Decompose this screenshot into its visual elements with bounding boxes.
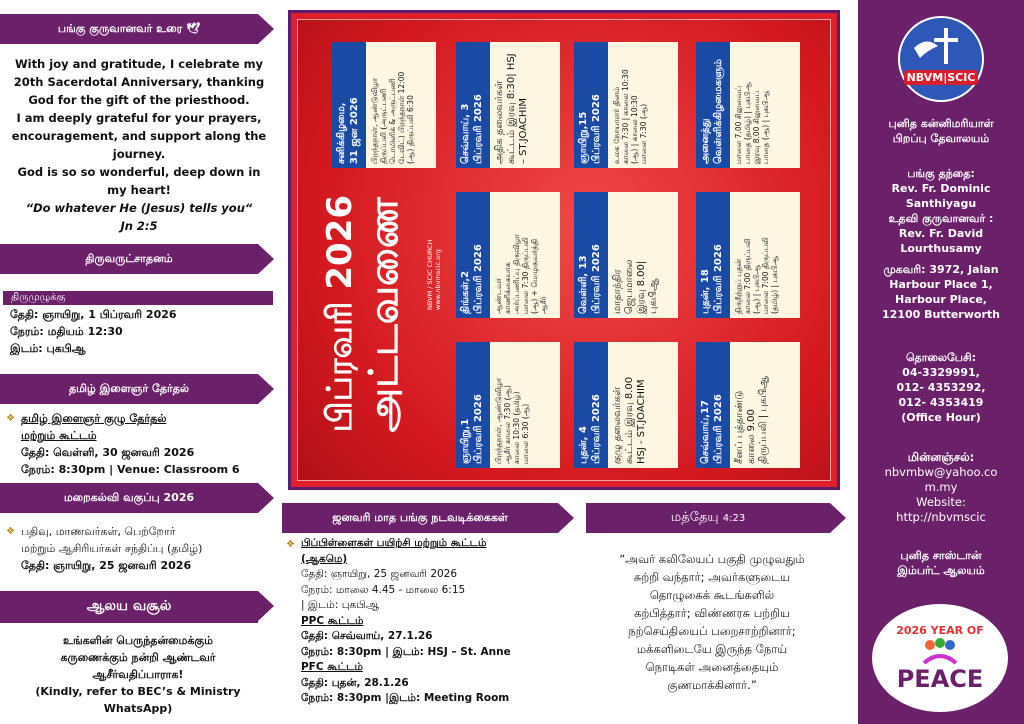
church-name-line: பிறப்பு தேவாலயம் xyxy=(892,132,990,145)
bullet-icon: ❖ xyxy=(286,539,295,550)
contact-info xyxy=(862,450,1020,525)
schedule-card xyxy=(696,342,800,468)
assistant-name-2: Lourthusamy xyxy=(900,242,982,255)
logo-text: NBVM|SCIC xyxy=(904,70,979,85)
schedule-card xyxy=(456,342,560,468)
card-date: சனிக்கிழமை, 31 ஜன 2026 xyxy=(332,42,366,168)
poster-title xyxy=(318,195,406,432)
peace-year: 2026 YEAR OF xyxy=(896,623,984,637)
event1-date: தேதி: ஞாயிறு, 25 ஜனவரி 2026 xyxy=(300,568,458,580)
card-date: திங்கள்,2 பிப்ரவரி 2026 xyxy=(456,192,490,318)
schedule-card xyxy=(456,192,560,318)
card-date: புதன், 18 பிப்ரவரி 2026 xyxy=(696,192,730,318)
youth-election xyxy=(6,410,270,478)
poster-background xyxy=(297,19,831,481)
january-activities xyxy=(286,536,576,707)
event1-title-2: (ஆகமெ) xyxy=(300,552,348,565)
phone-number: 012- 4353292, xyxy=(896,381,986,394)
schedule-card xyxy=(456,42,560,168)
event2-title: PPC கூட்டம் xyxy=(300,614,364,627)
schedule-card xyxy=(696,42,800,168)
schedule-card xyxy=(574,42,678,168)
website-label: Website: xyxy=(916,495,966,509)
priest-name-2: Santhiyagu xyxy=(905,197,977,210)
gospel-line: மக்களிடையே இருந்த நோய் xyxy=(636,642,788,656)
church-name xyxy=(862,116,1020,146)
bullet-icon: ❖ xyxy=(6,413,15,424)
pastor-line: I am deeply grateful for your prayers, xyxy=(16,111,262,125)
gospel-line: நற்செய்தியைப் பறைசாற்றினார்; xyxy=(628,624,796,638)
card-date: அனைத்து வெள்ளிக்கிழமைகளும் xyxy=(696,42,730,168)
baptism-details xyxy=(10,306,270,357)
event2-time: நேரம்: 8:30pm | இடம்: HSJ – St. Anne xyxy=(300,645,511,658)
pastor-line: journey. xyxy=(112,147,166,161)
february-schedule-poster xyxy=(288,10,840,490)
gospel-banner xyxy=(586,503,830,533)
event2-date: தேதி: செவ்வாய், 27.1.26 xyxy=(300,630,433,642)
youth-time: நேரம்: 8:30pm | Venue: Classroom 6 xyxy=(20,463,240,476)
collection-note: (Kindly, refer to BEC’s & Ministry WhatsApp) xyxy=(35,685,241,715)
email-link[interactable]: nbvmbw@yahoo.co xyxy=(884,465,998,479)
gospel-line: கற்பித்தார்; விண்ணரசு பற்றிய xyxy=(634,606,790,620)
priest-name: Rev. Fr. Dominic xyxy=(891,182,991,195)
pastor-message-banner: பங்கு குருவானவர் உரை 🕊 xyxy=(0,14,258,44)
assistant-label: உதவி குருவானவர் : xyxy=(888,212,994,225)
pastor-quote-ref: Jn 2:5 xyxy=(120,219,158,233)
card-date: செவ்வாய், 3 பிப்ரவரி 2026 xyxy=(456,42,490,168)
schedule-card xyxy=(574,342,678,468)
collection-line: கருணைக்கும் நன்றி ஆண்டவர் xyxy=(60,651,216,664)
year-of-peace-logo xyxy=(872,604,1008,712)
church-name-line: புனித கன்னிமரியாள் xyxy=(888,117,994,130)
event1-place: | இடம்: புகபிஆ xyxy=(300,599,380,611)
pastor-line: God for the gift of the priesthood. xyxy=(28,93,250,107)
collection-text xyxy=(4,632,272,717)
card-body: அதிக தலைவர்கள் கூட்டம் இரவு 8:30| HSJ – ST.JOACHIM xyxy=(494,53,529,164)
pastor-message xyxy=(8,55,270,235)
address-line: Harbour Place 1, xyxy=(889,278,993,291)
address-line: முகவரி: 3972, Jalan xyxy=(883,263,999,276)
peace-word: PEACE xyxy=(896,664,984,693)
email-link-2[interactable]: m.my xyxy=(924,480,958,494)
collection-line: ஆசீர்வதிப்பாராக! xyxy=(92,668,184,681)
baptism-bar: திருமுழுக்கு xyxy=(3,291,273,305)
pastor-line: my heart! xyxy=(107,183,171,197)
phone-number: 012- 4353419 xyxy=(898,396,984,409)
address-line: 12100 Butterworth xyxy=(882,308,1000,321)
card-body: குழு தலைவர்கள் கூட்டம் இரவு 8.00 HSJ - ST.JOACHIM xyxy=(612,376,647,464)
chapel-name xyxy=(862,548,1020,578)
card-body: பிறந்தநாள், ஆண்டுவிழா ஆசீர் காலை 7:30 (ஆ) காலை 10:30 (தமிழ்) மாலை 6:30 (ஆ) xyxy=(494,377,530,464)
pastor-line: With joy and gratitude, I celebrate my xyxy=(14,57,264,71)
poster-church-label: NBVM / SCIC CHURCH www.nbvmscic.org xyxy=(426,239,442,310)
gospel-line: சுற்றி வந்தார்; அவர்களுடைய xyxy=(633,570,791,584)
phone-label: தொலைபேசி: xyxy=(905,351,977,364)
card-body: சீனப் புத்தாண்டு காலை 9.00 திருப்பலி | புகபிஆ xyxy=(734,376,769,464)
event3-time: நேரம்: 8:30pm |இடம்: Meeting Room xyxy=(300,692,510,704)
collection-banner: ஆலய வசூல் xyxy=(0,591,258,623)
baptism-place: இடம்: புகபிஆ xyxy=(10,342,86,355)
catechism-info xyxy=(6,523,270,574)
card-date: ஞாயிறு,1 பிப்ரவரி 2026 xyxy=(456,342,490,468)
youth-date: தேதி: வெள்ளி, 30 ஜனவரி 2026 xyxy=(20,446,195,459)
schedule-card xyxy=(332,42,436,168)
gospel-line: நொடிகள் அனைத்தையும் xyxy=(645,660,779,674)
pastor-line: 20th Sacerdotal Anniversary, thanking xyxy=(13,75,265,89)
office-hour: (Office Hour) xyxy=(901,411,981,424)
card-body: பிறந்தநாள், ஆண்டுவிழா திருப்பலி (அருட்பணி டொமினிக் & அருட்பணி டேவிட்) பிறந்தநாள் 12:00 (ஆ) திருப்பலி 6:30 xyxy=(370,71,415,164)
email-label: மின்னஞ்சல்: xyxy=(907,450,975,464)
january-activities-banner: ஜனவரி மாத பங்கு நடவடிக்கைகள் xyxy=(282,503,558,533)
sacraments-banner: திருவருட்சாதனம் xyxy=(0,244,258,274)
event1-title: பிப்பிள்ளைகள் பயிற்சி மற்றும் கூட்டம் xyxy=(300,537,487,549)
gospel-book: மத்தேயு xyxy=(670,510,719,525)
schedule-card xyxy=(574,192,678,318)
phone-info xyxy=(862,350,1020,425)
catechism-banner: மறைகல்வி வகுப்பு 2026 xyxy=(0,483,258,513)
dove-cross-icon xyxy=(900,18,986,104)
youth-title: தமிழ் இளைஞர் குழு தேர்தல் xyxy=(20,412,167,425)
card-date: ஞாயிறு,15 பிப்ரவரி 2026 xyxy=(574,42,608,168)
gospel-line: தொழுகைக் கூடங்களில் xyxy=(649,588,775,602)
card-date: புதன், 4 பிப்ரவரி 2026 xyxy=(574,342,608,468)
address-line: Harbour Place, xyxy=(895,293,987,306)
card-body: திருநீற்றுப் புதன் காலை 7:00 திருப்பலி (ஆ) | புகபிஆ மாலை 7:00 திருப்பலி (தமிழ்) | புகபிஆ xyxy=(734,237,779,314)
event3-title: PFC கூட்டம் xyxy=(300,661,363,673)
catechism-line: பதிவு, மாணவர்கள், பெற்றோர் xyxy=(20,525,176,538)
gospel-text xyxy=(590,550,834,694)
youth-election-banner: தமிழ் இளைஞர் தேர்தல் xyxy=(0,374,258,404)
chapel-line: புனித சாஸ்டான் xyxy=(900,549,982,562)
youth-title-2: மற்றும் கூட்டம் xyxy=(20,429,97,442)
card-date: செவ்வாய்,17 பிப்ரவரி 2026 xyxy=(696,342,730,468)
catechism-line-2: மற்றும் ஆசிரியர்கள் சந்திப்பு (தமிழ்) xyxy=(20,542,203,555)
catechism-date: தேதி: ஞாயிறு, 25 ஜனவரி 2026 xyxy=(20,559,192,572)
card-body: மாலை 7.00 சிலுவைப் பாதை (தமிழ்) | புகபிஆ இரவு 8.00 சிலுவைப் பாதை (ஆ) | புகபிஆ xyxy=(734,81,770,164)
chapel-line: இம்பர்ட் ஆலயம் xyxy=(897,564,985,577)
baptism-date: தேதி: ஞாயிறு, 1 பிப்ரவரி 2026 xyxy=(10,308,177,321)
gospel-line: “அவர் கலிலேயப் பகுதி முழுவதும் xyxy=(619,552,805,566)
card-date: வெள்ளி, 13 பிப்ரவரி 2026 xyxy=(574,192,608,318)
poster-title-line1: பிப்ரவரி 2026 xyxy=(320,195,360,433)
event3-date: தேதி: புதன், 28.1.26 xyxy=(300,676,409,689)
clergy-info xyxy=(862,166,1020,256)
priest-label: பங்கு தந்தை: xyxy=(907,167,975,180)
parish-sidebar xyxy=(858,0,1024,724)
collection-line: உங்களின் பெருந்தன்மைக்கும் xyxy=(63,634,213,647)
pastor-line: encouragement, and support along the xyxy=(11,129,267,143)
pastor-line: God is so so wonderful, deep down in xyxy=(17,165,261,179)
gospel-verse: 4:23 xyxy=(722,512,746,524)
card-body: மாதாந்திர ஜெபமாலை இரவு 8.00| புகபிஆ xyxy=(612,259,659,314)
church-logo xyxy=(898,16,984,102)
pastor-quote: “Do whatever He (Jesus) tells you“ xyxy=(25,201,253,215)
people-icon xyxy=(920,637,960,665)
poster-title-line2: அட்டவணை xyxy=(361,197,407,433)
phone-number: 04-3329991, xyxy=(902,366,980,379)
card-body: உலக நோயாளர் தினம் காலை 7:30 | காலை 10:30 (ஆ) | காலை 10:30 மாலை 7:30 (ஆ) xyxy=(612,69,648,164)
address xyxy=(862,262,1020,322)
assistant-name: Rev. Fr. David xyxy=(898,227,984,240)
bullet-icon: ❖ xyxy=(6,526,15,537)
event1-time: நேரம்: மாலை 4.45 - மாலை 6:15 xyxy=(300,583,466,596)
gospel-line: குணமாக்கினார்.” xyxy=(667,678,757,692)
baptism-time: நேரம்: மதியம் 12:30 xyxy=(10,325,123,338)
website-link[interactable]: http://nbvmscic xyxy=(896,510,986,524)
card-body: ஆண்டவர் காணிக்கையாக அர்ப்பணிப்பு திருவிழா மாலை 7:30 திருப்பலி (ஆ) + மெழுகுவர்த்தி ஆசீர் xyxy=(494,234,548,314)
schedule-card xyxy=(696,192,800,318)
